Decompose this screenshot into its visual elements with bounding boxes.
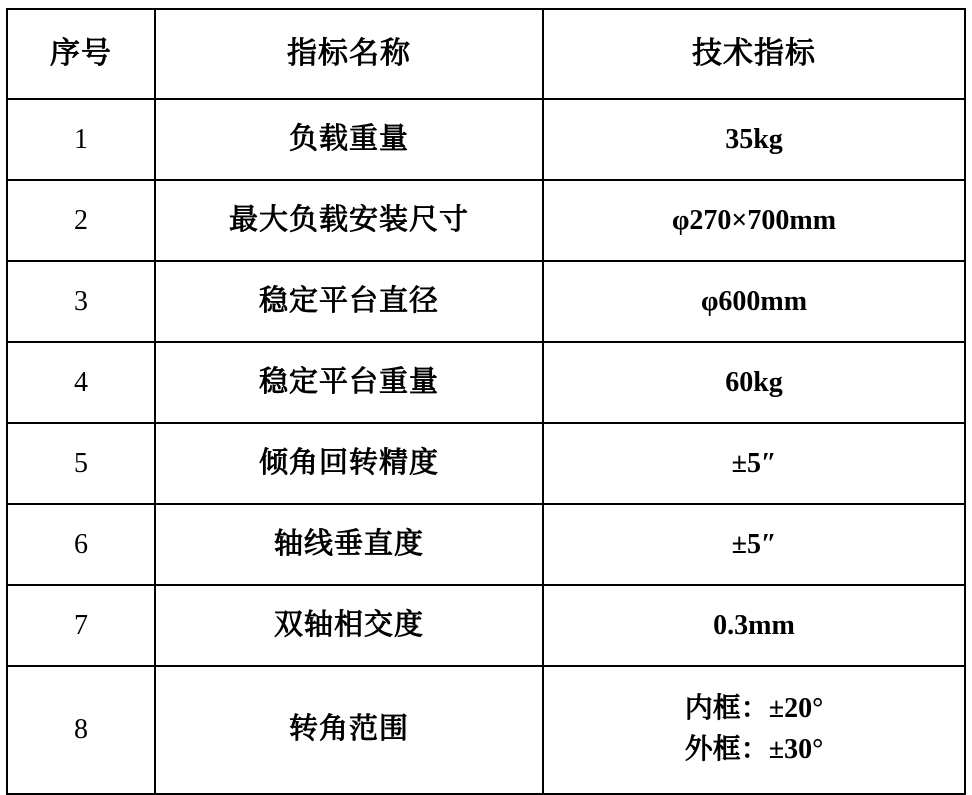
row-value: 60kg [543,342,965,423]
row-index: 1 [7,99,155,180]
row-value-line-2: 外框：±30° [684,734,824,765]
row-name: 最大负载安装尺寸 [155,180,543,261]
table-row [7,423,965,504]
table-row [7,666,965,794]
row-name: 负载重量 [155,99,543,180]
row-value: ±5″ [543,504,965,585]
table-row [7,585,965,666]
table-header-row [7,9,965,99]
table-row [7,180,965,261]
row-name: 倾角回转精度 [155,423,543,504]
row-index: 6 [7,504,155,585]
row-name: 轴线垂直度 [155,504,543,585]
row-name: 双轴相交度 [155,585,543,666]
row-value-multiline [545,689,963,770]
row-value-line-1: 内框：±20° [684,693,824,725]
row-name: 稳定平台直径 [155,261,543,342]
specification-table [6,8,966,795]
table-row [7,261,965,342]
row-index: 7 [7,585,155,666]
table-row [7,99,965,180]
row-index: 3 [7,261,155,342]
row-value: 35kg [543,99,965,180]
row-index: 2 [7,180,155,261]
row-value: φ270×700mm [543,180,965,261]
table-row [7,504,965,585]
row-value [543,666,965,794]
row-index: 5 [7,423,155,504]
row-value: ±5″ [543,423,965,504]
column-header-index: 序号 [7,9,155,99]
row-value: φ600mm [543,261,965,342]
row-index: 8 [7,666,155,794]
row-value: 0.3mm [543,585,965,666]
table-row [7,342,965,423]
row-name: 转角范围 [155,666,543,794]
column-header-value: 技术指标 [543,9,965,99]
column-header-name: 指标名称 [155,9,543,99]
row-name: 稳定平台重量 [155,342,543,423]
row-index: 4 [7,342,155,423]
